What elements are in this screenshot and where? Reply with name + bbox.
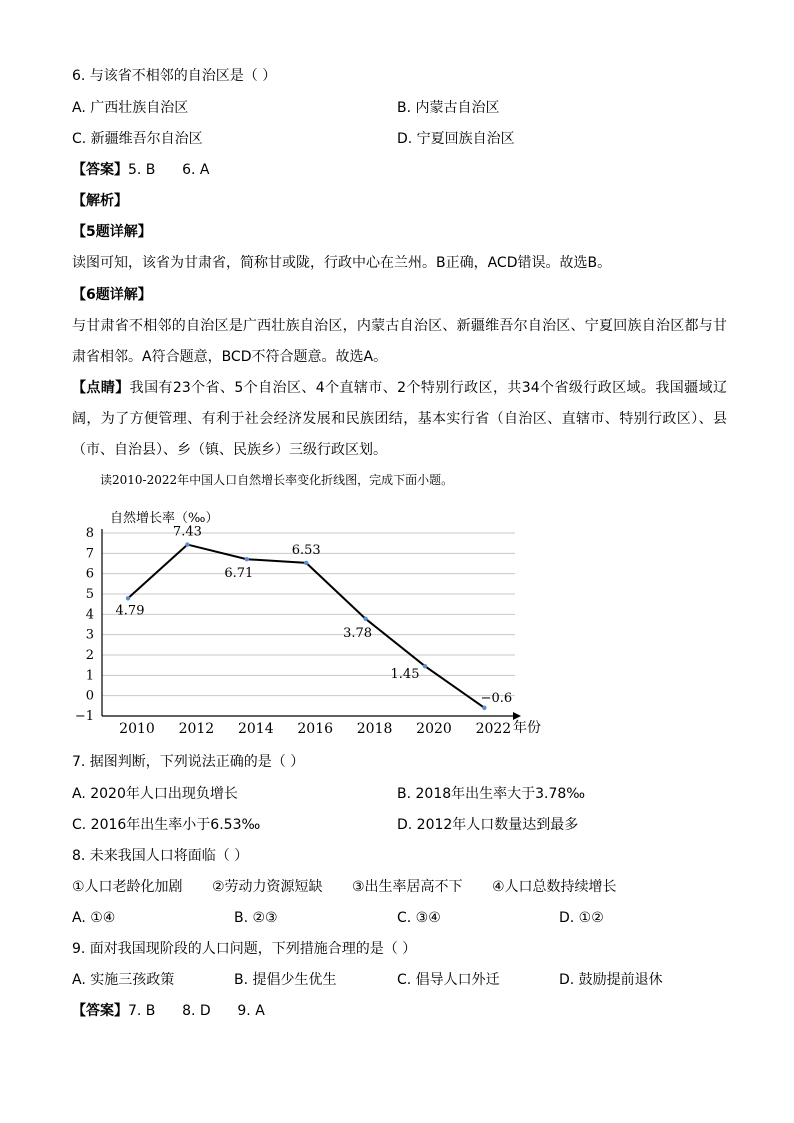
chart-x-axis-label: 年份	[513, 720, 541, 736]
x-tick-label: 2014	[237, 721, 274, 737]
answer-text: 5. B 6. A	[128, 162, 210, 178]
data-label: 6.53	[291, 542, 321, 558]
data-label: 7.43	[172, 524, 202, 540]
data-label: −0.6	[480, 690, 513, 706]
y-tick-label: −1	[74, 709, 94, 724]
chart-x-ticks	[119, 721, 511, 737]
data-label: 3.78	[343, 625, 373, 641]
q8-stem: 8. 未来我国人口将面临（ ）	[72, 848, 249, 864]
q8-option-a: A. ①④	[72, 910, 116, 926]
y-tick-label: 3	[85, 627, 94, 643]
y-tick-label: 8	[85, 526, 94, 541]
tip-block	[72, 373, 727, 466]
y-tick-label: 4	[85, 607, 94, 623]
q6-option-c: C. 新疆维吾尔自治区	[72, 131, 203, 147]
q6-detail-tag: 【6题详解】	[72, 287, 152, 303]
x-tick-label: 2016	[297, 721, 334, 737]
q7-option-c: C. 2016年出生率小于6.53‰	[72, 817, 261, 833]
tip-text: 我国有23个省、5个自治区、4个直辖市、2个特别行政区，共34个省级行政区域。我国疆域辽阔，为了方便管理、有利于社会经济发展和民族团结，基本实行省（自治区、直辖市、特别行政区）、县（市、自治县）、乡（镇、民族乡）三级行政区划。	[72, 380, 728, 458]
q7-option-d: D. 2012年人口数量达到最多	[397, 817, 579, 833]
data-label: 1.45	[390, 667, 420, 683]
y-tick-label: 7	[85, 546, 94, 562]
q9-stem: 9. 面对我国现阶段的人口问题，下列措施合理的是（ ）	[72, 941, 417, 957]
q7-option-a: A. 2020年人口出现负增长	[72, 786, 238, 802]
q6-option-d: D. 宁夏回族自治区	[397, 131, 515, 147]
data-label: 6.71	[224, 566, 254, 582]
x-tick-label: 2012	[178, 721, 215, 737]
x-tick-label: 2010	[119, 721, 155, 737]
q9-option-d: D. 鼓励提前退休	[559, 972, 663, 988]
chart-y-ticks	[75, 526, 94, 724]
growth-rate-chart	[72, 500, 572, 745]
y-tick-label: 2	[85, 648, 94, 663]
tip-tag: 【点睛】	[72, 380, 130, 396]
data-point	[185, 542, 189, 546]
q8-option-c: C. ③④	[397, 910, 441, 926]
chart-data-labels	[116, 525, 513, 706]
q5-detail-text: 读图可知，该省为甘肃省，简称甘或陇，行政中心在兰州。B正确，ACD错误。故选B。	[72, 255, 612, 271]
q7-stem: 7. 据图判断，下列说法正确的是（ ）	[72, 754, 305, 770]
q6-option-a: A. 广西壮族自治区	[72, 100, 189, 116]
q7-option-b: B. 2018年出生率大于3.78‰	[397, 786, 586, 802]
data-point	[126, 596, 130, 600]
answer-tag: 【答案】	[72, 1003, 128, 1019]
y-tick-label: 5	[85, 587, 94, 602]
y-tick-label: 1	[85, 668, 94, 684]
q8-item-1: ①人口老龄化加剧	[72, 879, 183, 895]
answer-text: 7. B 8. D 9. A	[128, 1003, 265, 1019]
x-tick-label: 2022	[475, 721, 512, 737]
data-point	[245, 557, 249, 561]
q8-item-4: ④人口总数持续增长	[492, 879, 617, 895]
q6-option-b: B. 内蒙古自治区	[397, 100, 500, 116]
data-label: 4.79	[115, 603, 145, 619]
q8-option-d: D. ①②	[559, 910, 604, 926]
series-line	[128, 542, 484, 708]
chart-y-axis-label: 自然增长率（‰）	[110, 511, 219, 526]
y-tick-label: 6	[85, 566, 94, 582]
x-tick-label: 2018	[356, 721, 393, 737]
answer-tag: 【答案】	[72, 162, 128, 178]
y-tick-label: 0	[85, 688, 94, 704]
data-point	[363, 617, 367, 621]
q8-item-3: ③出生率居高不下	[352, 879, 463, 895]
chart-intro: 读2010-2022年中国人口自然增长率变化折线图，完成下面小题。	[100, 473, 454, 487]
q9-option-b: B. 提倡少生优生	[234, 972, 337, 988]
analysis-tag: 【解析】	[72, 193, 128, 209]
data-point	[304, 561, 308, 565]
q8-item-2: ②劳动力资源短缺	[212, 879, 323, 895]
chart-series	[126, 542, 487, 710]
q6-detail-text: 与甘肃省不相邻的自治区是广西壮族自治区，内蒙古自治区、新疆维吾尔自治区、宁夏回族自治区都与甘肃省相邻。A符合题意，BCD不符合题意。故选A。	[72, 318, 727, 365]
q6-stem: 6. 与该省不相邻的自治区是（ ）	[72, 68, 277, 84]
q9-option-c: C. 倡导人口外迁	[397, 972, 500, 988]
data-point	[423, 664, 427, 668]
q8-option-b: B. ②③	[234, 910, 278, 926]
x-axis-arrow	[513, 712, 521, 720]
answer-5-6	[72, 160, 210, 180]
q9-option-a: A. 实施三孩政策	[72, 972, 175, 988]
x-tick-label: 2020	[416, 721, 452, 737]
q5-detail-tag: 【5题详解】	[72, 224, 152, 240]
answer-7-9	[72, 1001, 265, 1021]
data-point	[482, 706, 486, 710]
